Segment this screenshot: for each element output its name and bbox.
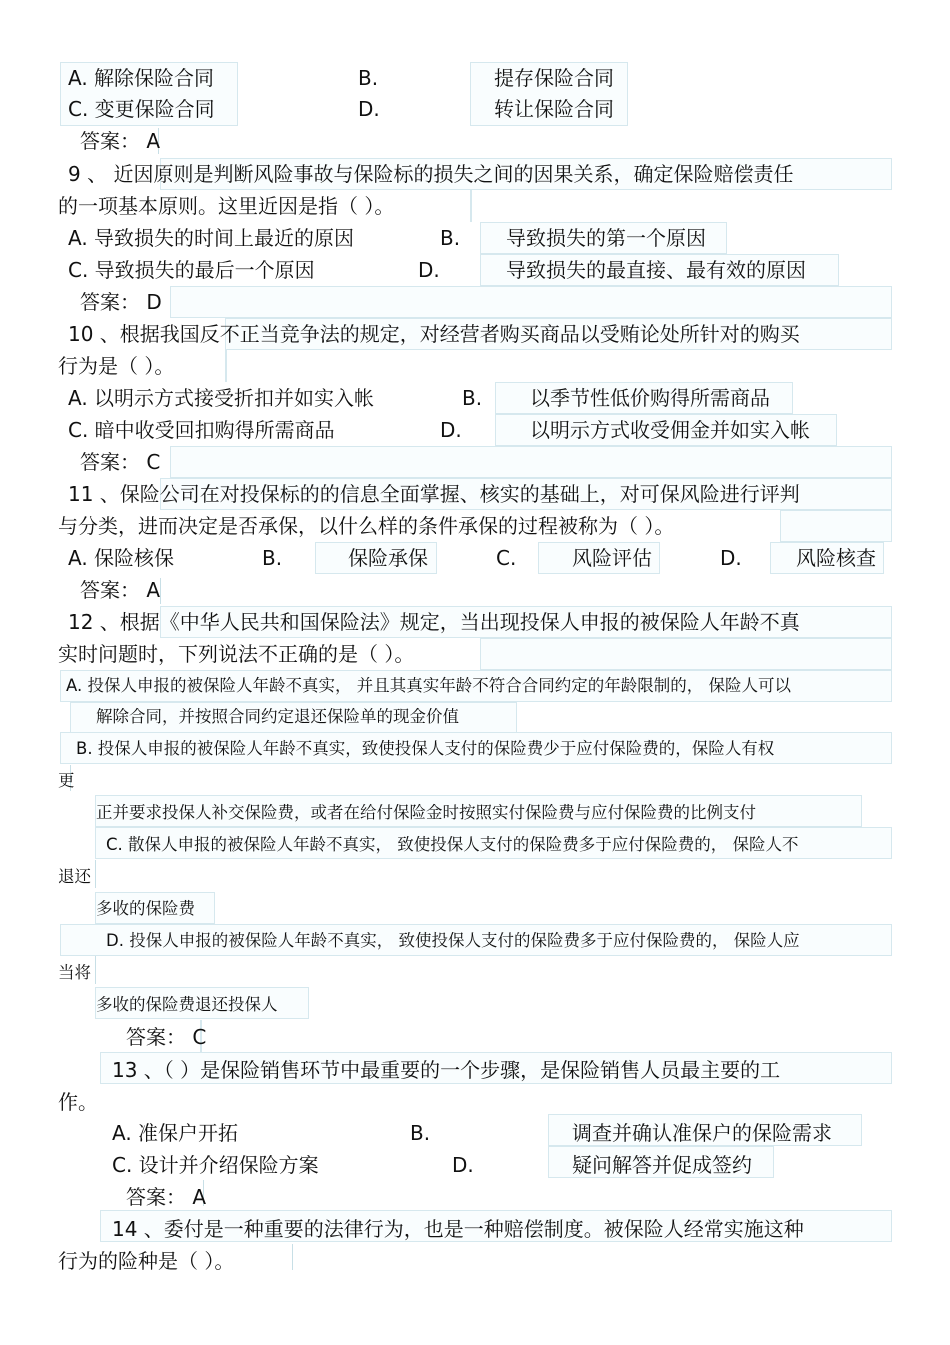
q12-answer: 答案： C bbox=[126, 1025, 207, 1049]
q12-option-b-line3: 正并要求投保人补交保险费，或者在给付保险金时按照实付保险费与应付保险费的比例支付 bbox=[96, 803, 756, 822]
q8-option-b-letter: B. bbox=[358, 66, 379, 90]
q13-stem-line2: 作。 bbox=[58, 1090, 98, 1114]
text-frame-edge bbox=[95, 956, 96, 984]
q14-stem-line1: 14 、委付是一种重要的法律行为，也是一种赔偿制度。被保险人经常实施这种 bbox=[112, 1217, 804, 1241]
q10-stem-line1: 10 、根据我国反不正当竞争法的规定，对经营者购买商品以受贿论处所针对的购买 bbox=[68, 322, 800, 346]
text-frame bbox=[480, 638, 892, 670]
q12-option-c-line1: C. 散保人申报的被保险人年龄不真实， 致使投保人支付的保险费多于应付保险费的， 保险人不 bbox=[106, 835, 799, 854]
q8-option-b: 提存保险合同 bbox=[494, 66, 614, 90]
q12-option-d-line1: D. 投保人申报的被保险人年龄不真实， 致使投保人支付的保险费多于应付保险费的， 保险人应 bbox=[106, 931, 800, 950]
q13-option-d: 疑问解答并促成签约 bbox=[572, 1153, 752, 1177]
q9-option-d: 导致损失的最直接、最有效的原因 bbox=[506, 258, 806, 282]
q13-option-b: 调查并确认准保户的保险需求 bbox=[572, 1121, 832, 1145]
q12-option-a-line2: 解除合同，并按照合同约定退还保险单的现金价值 bbox=[96, 707, 459, 726]
q14-stem-line2: 行为的险种是（ ）。 bbox=[58, 1249, 235, 1273]
q9-option-b-letter: B. bbox=[440, 226, 461, 250]
q12-option-d-line3: 多收的保险费退还投保人 bbox=[96, 995, 278, 1014]
q9-option-c: C. 导致损失的最后一个原因 bbox=[68, 258, 315, 282]
q8-option-d: 转让保险合同 bbox=[494, 97, 614, 121]
q12-option-d-line2: 当将 bbox=[58, 963, 91, 982]
q9-option-a: A. 导致损失的时间上最近的原因 bbox=[68, 226, 355, 250]
q13-answer: 答案： A bbox=[126, 1185, 207, 1209]
text-frame-edge bbox=[160, 578, 161, 604]
q11-stem-line2: 与分类，进而决定是否承保，以什么样的条件承保的过程被称为（ ）。 bbox=[58, 514, 675, 538]
text-frame-edge bbox=[292, 1244, 293, 1270]
q10-option-a: A. 以明示方式接受折扣并如实入帐 bbox=[68, 386, 375, 410]
q11-answer: 答案： A bbox=[80, 578, 161, 602]
text-frame-edge bbox=[95, 860, 96, 888]
q10-option-d-letter: D. bbox=[440, 418, 462, 442]
q11-option-d-letter: D. bbox=[720, 546, 742, 570]
text-frame bbox=[225, 350, 227, 382]
q13-option-b-letter: B. bbox=[410, 1121, 431, 1145]
q13-option-a: A. 准保户开拓 bbox=[112, 1121, 239, 1145]
q9-stem-line2: 的一项基本原则。这里近因是指（ ）。 bbox=[58, 194, 395, 218]
q12-stem-line2: 实时问题时，下列说法不正确的是（ ）。 bbox=[58, 642, 415, 666]
q8-option-d-letter: D. bbox=[358, 97, 380, 121]
q11-option-b-letter: B. bbox=[262, 546, 283, 570]
q10-answer: 答案： C bbox=[80, 450, 161, 474]
q10-option-b: 以季节性低价购得所需商品 bbox=[530, 386, 770, 410]
q11-option-d: 风险核查 bbox=[796, 546, 876, 570]
q11-option-c-letter: C. bbox=[496, 546, 517, 570]
q11-stem-line1: 11 、保险公司在对投保标的的信息全面掌握、核实的基础上，对可保风险进行评判 bbox=[68, 482, 800, 506]
q12-option-b-line2: 更 bbox=[58, 771, 75, 790]
q13-option-d-letter: D. bbox=[452, 1153, 474, 1177]
q12-stem-line1: 12 、根据《中华人民共和国保险法》规定，当出现投保人申报的被保险人年龄不真 bbox=[68, 610, 800, 634]
q8-option-c: C. 变更保险合同 bbox=[68, 97, 215, 121]
q12-option-c-line3: 多收的保险费 bbox=[96, 899, 195, 918]
q10-stem-line2: 行为是（ ）。 bbox=[58, 354, 175, 378]
q11-option-b: 保险承保 bbox=[348, 546, 428, 570]
q8-option-a: A. 解除保险合同 bbox=[68, 66, 215, 90]
text-frame bbox=[170, 446, 892, 478]
q12-option-b-line1: B. 投保人申报的被保险人年龄不真实，致使投保人支付的保险费少于应付保险费的，保险人有权 bbox=[76, 739, 775, 758]
text-frame bbox=[170, 286, 892, 318]
text-frame bbox=[780, 510, 892, 542]
q8-answer: 答案： A bbox=[80, 129, 161, 153]
q9-option-b: 导致损失的第一个原因 bbox=[506, 226, 706, 250]
q10-option-c: C. 暗中收受回扣购得所需商品 bbox=[68, 418, 335, 442]
q11-option-c: 风险评估 bbox=[572, 546, 652, 570]
q10-option-d: 以明示方式收受佣金并如实入帐 bbox=[530, 418, 810, 442]
q9-stem-line1: 9 、 近因原则是判断风险事故与保险标的损失之间的因果关系，确定保险赔偿责任 bbox=[68, 162, 794, 186]
q11-option-a: A. 保险核保 bbox=[68, 546, 175, 570]
text-frame bbox=[470, 190, 472, 222]
q9-answer: 答案： D bbox=[80, 290, 162, 314]
q12-option-c-line2: 退还 bbox=[58, 867, 91, 886]
q9-option-d-letter: D. bbox=[418, 258, 440, 282]
q12-option-a-line1: A. 投保人申报的被保险人年龄不真实， 并且其真实年龄不符合合同约定的年龄限制的， 保险人可以 bbox=[66, 676, 791, 695]
q10-option-b-letter: B. bbox=[462, 386, 483, 410]
q13-stem-line1: 13 、（ ）是保险销售环节中最重要的一个步骤，是保险销售人员最主要的工 bbox=[112, 1058, 781, 1082]
q13-option-c: C. 设计并介绍保险方案 bbox=[112, 1153, 319, 1177]
